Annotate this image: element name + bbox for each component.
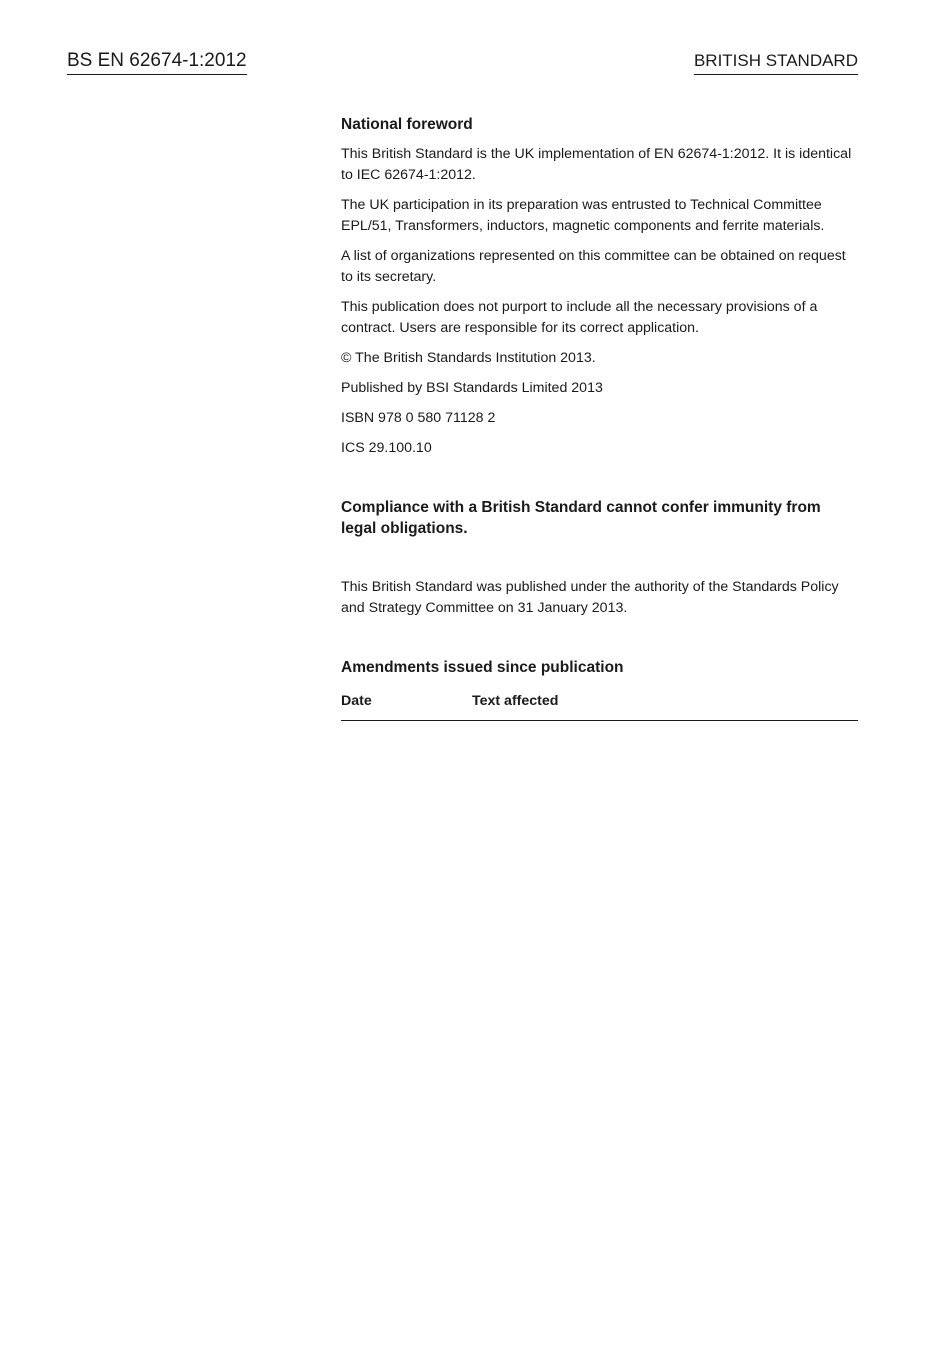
main-content — [341, 114, 858, 721]
foreword-paragraph: A list of organizations represented on this committee can be obtained on request to its secretary. — [341, 248, 846, 285]
ics-line: ICS 29.100.10 — [341, 440, 432, 456]
series-label: BRITISH STANDARD — [694, 50, 858, 75]
foreword-paragraph: The UK participation in its preparation was entrusted to Technical Committee EPL/51, Transformers, inductors, magnetic components and ferrite materials. — [341, 197, 825, 234]
foreword-heading: National foreword — [341, 116, 473, 133]
isbn-line: ISBN 978 0 580 71128 2 — [341, 410, 496, 426]
column-header-date: Date — [341, 693, 372, 709]
column-header-text-affected: Text affected — [472, 693, 559, 709]
foreword-paragraph: This British Standard is the UK implementation of EN 62674-1:2012. It is identical to IEC 62674-1:2012. — [341, 146, 852, 183]
amendments-table-header — [341, 691, 858, 721]
compliance-notice: Compliance with a British Standard cannot confer immunity from legal obligations. — [341, 499, 821, 537]
copyright-line: © The British Standards Institution 2013. — [341, 350, 596, 366]
standard-number: BS EN 62674-1:2012 — [67, 50, 247, 75]
authority-statement: This British Standard was published under the authority of the Standards Policy and Strategy Committee on 31 January 2013. — [341, 579, 839, 616]
foreword-paragraph: This publication does not purport to include all the necessary provisions of a contract. Users are responsible for its correct application. — [341, 299, 818, 336]
amendments-heading: Amendments issued since publication — [341, 659, 624, 676]
publisher-line: Published by BSI Standards Limited 2013 — [341, 380, 603, 396]
